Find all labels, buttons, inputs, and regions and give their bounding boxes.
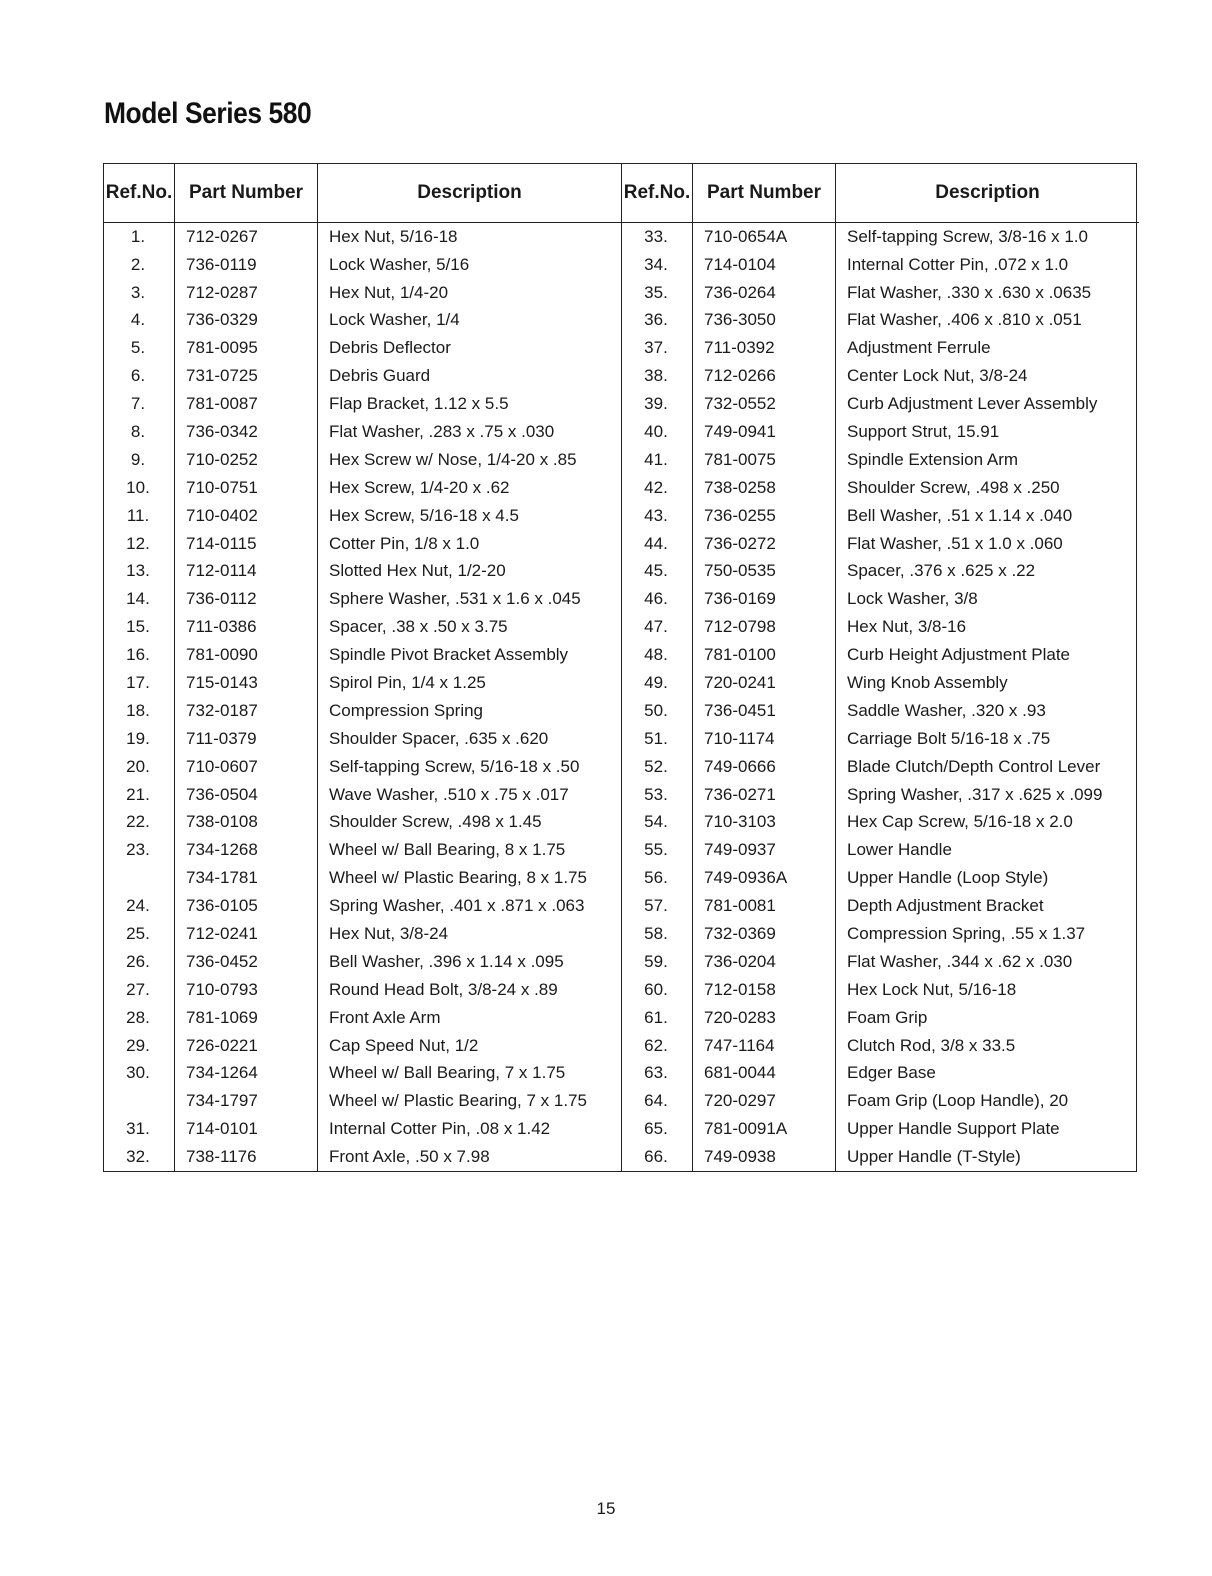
table-cell: Upper Handle (Loop Style) — [847, 868, 1049, 888]
table-cell: 16. — [126, 645, 150, 665]
table-cell: 43. — [644, 505, 668, 525]
table-cell: Lock Washer, 1/4 — [329, 310, 460, 330]
table-cell: Shoulder Screw, .498 x 1.45 — [329, 812, 542, 832]
table-cell: Front Axle Arm — [329, 1007, 441, 1027]
header-no-label: No. — [141, 181, 173, 203]
table-cell: 40. — [644, 421, 668, 441]
table-cell: 710-0751 — [186, 477, 258, 497]
table-cell: 13. — [126, 561, 150, 581]
table-cell: 749-0941 — [704, 421, 776, 441]
table-cell: Internal Cotter Pin, .072 x 1.0 — [847, 254, 1069, 274]
ref-no-column — [622, 223, 693, 1171]
table-cell: Flap Bracket, 1.12 x 5.5 — [329, 394, 509, 414]
table-body — [104, 223, 621, 1171]
table-cell: 65. — [644, 1119, 668, 1139]
table-cell: 23. — [126, 840, 150, 860]
table-cell: Bell Washer, .51 x 1.14 x .040 — [847, 505, 1073, 525]
table-cell: Foam Grip (Loop Handle), 20 — [847, 1091, 1069, 1111]
header-no-label: No. — [659, 181, 691, 203]
table-cell: Hex Nut, 5/16-18 — [329, 226, 458, 246]
table-cell: 56. — [644, 868, 668, 888]
parts-table-right-half — [621, 164, 1139, 1171]
table-cell: 711-0386 — [186, 617, 257, 637]
table-cell: Spacer, .38 x .50 x 3.75 — [329, 617, 508, 637]
table-cell: 11. — [126, 505, 150, 525]
table-cell: Shoulder Spacer, .635 x .620 — [329, 728, 549, 748]
table-cell: 25. — [126, 923, 150, 943]
header-ref-label: Ref. — [623, 181, 660, 203]
table-cell: 53. — [644, 784, 668, 804]
table-cell: Support Strut, 15.91 — [847, 421, 1000, 441]
table-cell: 7. — [130, 394, 146, 414]
table-cell: Saddle Washer, .320 x .93 — [847, 700, 1046, 720]
table-cell: 736-0105 — [186, 896, 258, 916]
table-cell: Internal Cotter Pin, .08 x 1.42 — [329, 1119, 551, 1139]
table-cell: 736-0119 — [186, 254, 257, 274]
table-cell: Compression Spring — [329, 700, 484, 720]
table-cell: Compression Spring, .55 x 1.37 — [847, 923, 1086, 943]
table-cell: Spindle Extension Arm — [847, 449, 1019, 469]
table-cell: Self-tapping Screw, 5/16-18 x .50 — [329, 756, 580, 776]
table-cell: 712-0114 — [186, 561, 257, 581]
table-cell: 720-0283 — [704, 1007, 776, 1027]
table-cell: 21. — [126, 784, 150, 804]
table-cell: Spacer, .376 x .625 x .22 — [847, 561, 1036, 581]
table-cell: 26. — [126, 951, 150, 971]
table-cell: 46. — [644, 589, 668, 609]
table-cell: 750-0535 — [704, 561, 776, 581]
table-cell: 736-0112 — [186, 589, 257, 609]
parts-table — [103, 163, 1137, 1172]
table-cell: 54. — [644, 812, 668, 832]
table-cell: Center Lock Nut, 3/8-24 — [847, 366, 1028, 386]
table-cell: 18. — [126, 700, 150, 720]
table-cell: 734-1264 — [186, 1063, 258, 1083]
table-cell: 47. — [644, 617, 668, 637]
table-cell: Bell Washer, .396 x 1.14 x .095 — [329, 951, 564, 971]
page-number: 15 — [596, 1499, 616, 1518]
table-cell: 34. — [644, 254, 668, 274]
table-cell: Upper Handle (T-Style) — [847, 1147, 1021, 1167]
table-cell: 734-1268 — [186, 840, 258, 860]
table-cell: 781-0075 — [704, 449, 776, 469]
table-cell: 736-0264 — [704, 282, 776, 302]
table-cell: 781-0090 — [186, 645, 258, 665]
table-cell: Wheel w/ Plastic Bearing, 7 x 1.75 — [329, 1091, 587, 1111]
table-cell: 48. — [644, 645, 668, 665]
table-cell: 712-0287 — [186, 282, 258, 302]
table-cell: 37. — [644, 338, 668, 358]
table-cell: Lower Handle — [847, 840, 952, 860]
table-cell: 731-0725 — [186, 366, 258, 386]
table-cell: Spring Washer, .317 x .625 x .099 — [847, 784, 1103, 804]
table-cell: Flat Washer, .330 x .630 x .0635 — [847, 282, 1092, 302]
table-cell: Slotted Hex Nut, 1/2-20 — [329, 561, 506, 581]
table-cell: 33. — [644, 226, 668, 246]
table-cell: 61. — [644, 1007, 668, 1027]
table-cell: Adjustment Ferrule — [847, 338, 991, 358]
table-cell: Lock Washer, 5/16 — [329, 254, 470, 274]
table-cell: Hex Cap Screw, 5/16-18 x 2.0 — [847, 812, 1073, 832]
table-cell: 4. — [130, 310, 146, 330]
table-cell: 44. — [644, 533, 668, 553]
table-cell: Shoulder Screw, .498 x .250 — [847, 477, 1060, 497]
table-header — [104, 164, 621, 223]
table-cell: 732-0552 — [704, 394, 776, 414]
description-column — [318, 223, 621, 1171]
table-cell: 51. — [644, 728, 668, 748]
table-cell: 39. — [644, 394, 668, 414]
header-description: Description — [417, 181, 522, 203]
table-cell: 62. — [644, 1035, 668, 1055]
header-ref-label: Ref. — [105, 181, 142, 203]
part-number-column — [175, 223, 318, 1171]
table-cell: 6. — [130, 366, 146, 386]
table-cell: 24. — [126, 896, 150, 916]
table-cell: 781-0091A — [704, 1119, 788, 1139]
table-cell: Wing Knob Assembly — [847, 672, 1008, 692]
table-cell: 66. — [644, 1147, 668, 1167]
table-cell: 36. — [644, 310, 668, 330]
table-cell: Foam Grip — [847, 1007, 928, 1027]
table-cell: 710-3103 — [704, 812, 776, 832]
table-cell: 734-1797 — [186, 1091, 258, 1111]
table-cell: 749-0937 — [704, 840, 776, 860]
table-cell: Lock Washer, 3/8 — [847, 589, 978, 609]
table-cell: 710-0793 — [186, 979, 258, 999]
table-cell: 14. — [126, 589, 150, 609]
table-cell: 712-0158 — [704, 979, 776, 999]
table-cell: 781-0081 — [704, 896, 776, 916]
table-cell: Edger Base — [847, 1063, 936, 1083]
table-cell: Spirol Pin, 1/4 x 1.25 — [329, 672, 486, 692]
table-cell: 63. — [644, 1063, 668, 1083]
table-cell: 738-1176 — [186, 1147, 257, 1167]
table-cell: Hex Lock Nut, 5/16-18 — [847, 979, 1017, 999]
table-cell: 15. — [126, 617, 150, 637]
table-cell: Wheel w/ Ball Bearing, 8 x 1.75 — [329, 840, 566, 860]
table-cell: 32. — [126, 1147, 150, 1167]
header-part-number: Part Number — [693, 164, 836, 222]
table-cell: 736-3050 — [704, 310, 776, 330]
table-cell: 714-0115 — [186, 533, 257, 553]
table-cell: 781-0087 — [186, 394, 258, 414]
table-cell: 736-0204 — [704, 951, 776, 971]
table-cell: 712-0266 — [704, 366, 776, 386]
table-cell: 715-0143 — [186, 672, 258, 692]
table-cell: Clutch Rod, 3/8 x 33.5 — [847, 1035, 1016, 1055]
description-column — [836, 223, 1139, 1171]
table-cell: 42. — [644, 477, 668, 497]
table-cell: 29. — [126, 1035, 150, 1055]
table-cell: Self-tapping Screw, 3/8-16 x 1.0 — [847, 226, 1088, 246]
table-cell: 49. — [644, 672, 668, 692]
page-title: Model Series 580 — [104, 97, 312, 130]
header-part-number: Part Number — [175, 164, 318, 222]
table-cell: 9. — [130, 449, 146, 469]
table-cell — [104, 864, 174, 892]
table-cell: Wheel w/ Ball Bearing, 7 x 1.75 — [329, 1063, 566, 1083]
table-cell: Curb Height Adjustment Plate — [847, 645, 1071, 665]
table-cell: 57. — [644, 896, 668, 916]
table-cell: Blade Clutch/Depth Control Lever — [847, 756, 1101, 776]
table-cell: 736-0271 — [704, 784, 776, 804]
table-cell: 736-0272 — [704, 533, 776, 553]
table-cell: Cotter Pin, 1/8 x 1.0 — [329, 533, 480, 553]
table-cell: 734-1781 — [186, 868, 258, 888]
table-cell: Curb Adjustment Lever Assembly — [847, 394, 1098, 414]
table-cell: 714-0101 — [186, 1119, 258, 1139]
table-cell: 30. — [126, 1063, 150, 1083]
table-cell: 726-0221 — [186, 1035, 258, 1055]
table-cell: Hex Nut, 3/8-24 — [329, 923, 449, 943]
table-cell: 749-0666 — [704, 756, 776, 776]
table-cell — [104, 1087, 174, 1115]
table-cell: Wave Washer, .510 x .75 x .017 — [329, 784, 569, 804]
table-cell: 710-1174 — [704, 728, 775, 748]
table-cell: 736-0255 — [704, 505, 776, 525]
table-cell: 736-0329 — [186, 310, 258, 330]
table-cell: 781-0100 — [704, 645, 776, 665]
table-cell: Cap Speed Nut, 1/2 — [329, 1035, 479, 1055]
table-cell: Hex Screw, 1/4-20 x .62 — [329, 477, 510, 497]
table-cell: Spindle Pivot Bracket Assembly — [329, 645, 569, 665]
table-cell: 712-0241 — [186, 923, 258, 943]
table-cell: 31. — [126, 1119, 150, 1139]
table-cell: 781-1069 — [186, 1007, 258, 1027]
table-cell: 27. — [126, 979, 150, 999]
table-cell: Depth Adjustment Bracket — [847, 896, 1044, 916]
table-cell: 55. — [644, 840, 668, 860]
table-cell: 12. — [126, 533, 150, 553]
table-cell: 749-0936A — [704, 868, 788, 888]
table-cell: 38. — [644, 366, 668, 386]
table-cell: Hex Nut, 3/8-16 — [847, 617, 967, 637]
table-cell: Debris Deflector — [329, 338, 451, 358]
table-cell: 2. — [130, 254, 146, 274]
table-cell: 736-0342 — [186, 421, 258, 441]
table-cell: 781-0095 — [186, 338, 258, 358]
table-cell: 52. — [644, 756, 668, 776]
table-cell: 720-0297 — [704, 1091, 776, 1111]
table-cell: 59. — [644, 951, 668, 971]
table-cell: 710-0402 — [186, 505, 258, 525]
table-cell: Wheel w/ Plastic Bearing, 8 x 1.75 — [329, 868, 587, 888]
table-cell: 35. — [644, 282, 668, 302]
table-header — [622, 164, 1139, 223]
table-cell: 732-0369 — [704, 923, 776, 943]
table-cell: 738-0258 — [704, 477, 776, 497]
table-cell: Hex Nut, 1/4-20 — [329, 282, 449, 302]
table-cell: Spring Washer, .401 x .871 x .063 — [329, 896, 585, 916]
table-cell: Flat Washer, .344 x .62 x .030 — [847, 951, 1073, 971]
table-cell: 736-0452 — [186, 951, 258, 971]
table-cell: Debris Guard — [329, 366, 431, 386]
table-cell: 736-0169 — [704, 589, 776, 609]
table-cell: 58. — [644, 923, 668, 943]
table-cell: 736-0504 — [186, 784, 258, 804]
table-cell: 60. — [644, 979, 668, 999]
table-cell: Hex Screw, 5/16-18 x 4.5 — [329, 505, 519, 525]
table-cell: 28. — [126, 1007, 150, 1027]
table-cell: 8. — [130, 421, 146, 441]
table-cell: 711-0379 — [186, 728, 257, 748]
table-cell: 712-0798 — [704, 617, 776, 637]
table-cell: 1. — [130, 226, 146, 246]
table-cell: 749-0938 — [704, 1147, 776, 1167]
table-cell: 738-0108 — [186, 812, 258, 832]
table-cell: Carriage Bolt 5/16-18 x .75 — [847, 728, 1051, 748]
ref-no-column — [104, 223, 175, 1171]
table-cell: 64. — [644, 1091, 668, 1111]
table-cell: 5. — [130, 338, 146, 358]
table-cell: 41. — [644, 449, 668, 469]
header-ref-no — [104, 164, 175, 222]
table-cell: 19. — [126, 728, 150, 748]
table-cell: 710-0252 — [186, 449, 258, 469]
table-cell: Hex Screw w/ Nose, 1/4-20 x .85 — [329, 449, 577, 469]
table-cell: 20. — [126, 756, 150, 776]
table-body — [622, 223, 1139, 1171]
table-cell: Flat Washer, .51 x 1.0 x .060 — [847, 533, 1063, 553]
table-cell: 712-0267 — [186, 226, 258, 246]
table-cell: 22. — [126, 812, 150, 832]
table-cell: 711-0392 — [704, 338, 775, 358]
table-cell: 720-0241 — [704, 672, 776, 692]
table-cell: 10. — [126, 477, 150, 497]
table-cell: Flat Washer, .406 x .810 x .051 — [847, 310, 1082, 330]
table-cell: 714-0104 — [704, 254, 776, 274]
table-cell: 747-1164 — [704, 1035, 775, 1055]
table-cell: Round Head Bolt, 3/8-24 x .89 — [329, 979, 558, 999]
table-cell: 50. — [644, 700, 668, 720]
table-cell: 45. — [644, 561, 668, 581]
table-cell: Sphere Washer, .531 x 1.6 x .045 — [329, 589, 581, 609]
table-cell: Front Axle, .50 x 7.98 — [329, 1147, 490, 1167]
part-number-column — [693, 223, 836, 1171]
table-cell: Upper Handle Support Plate — [847, 1119, 1060, 1139]
table-cell: 732-0187 — [186, 700, 258, 720]
table-cell: 710-0654A — [704, 226, 788, 246]
table-cell: 3. — [130, 282, 146, 302]
table-cell: 710-0607 — [186, 756, 258, 776]
header-ref-no — [622, 164, 693, 222]
parts-table-left-half — [104, 164, 621, 1171]
header-description: Description — [935, 181, 1040, 203]
table-cell: 681-0044 — [704, 1063, 776, 1083]
table-cell: Flat Washer, .283 x .75 x .030 — [329, 421, 555, 441]
table-cell: 736-0451 — [704, 700, 776, 720]
table-cell: 17. — [126, 672, 150, 692]
